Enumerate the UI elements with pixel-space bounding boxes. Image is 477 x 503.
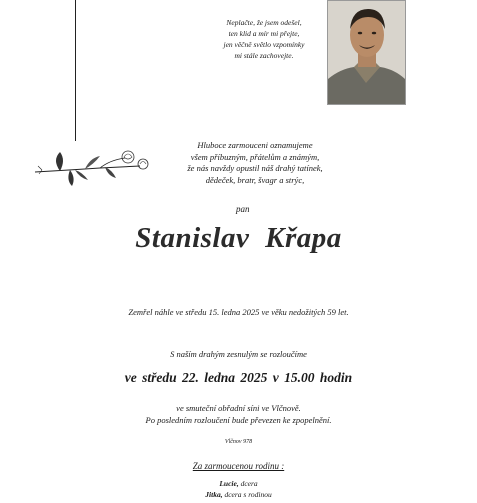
announcement-line: všem příbuzným, přátelům a známým, [190, 151, 320, 162]
place-line: Po posledním rozloučení bude převezen ke zpopelnění. [145, 415, 332, 425]
memorial-poem [204, 17, 324, 61]
portrait-image [328, 1, 405, 104]
ceremony-datetime: ve středu 22. ledna 2025 v 15.00 hodin [124, 370, 353, 385]
mourner-item [0, 489, 477, 500]
decorative-vertical-line [75, 0, 76, 141]
poem-line: jen věčně světlo vzpomínky [223, 40, 305, 49]
mourner-item [0, 478, 477, 489]
poem-line: ten klid a mír mi přejte, [228, 29, 300, 38]
ceremony-place [0, 402, 477, 426]
announcement-line: Hluboce zarmouceni oznamujeme [197, 140, 313, 150]
announcement-line: dědeček, bratr, švagr a strýc, [205, 174, 305, 185]
poem-line: Neplačte, že jsem odešel, [226, 18, 302, 27]
mourner-name: Lucie, [219, 479, 239, 488]
mourner-relation: dcera [240, 479, 258, 488]
mourners-list [0, 478, 477, 500]
place-line: ve smuteční obřadní síni ve Vlčnově. [176, 403, 301, 413]
announcement-line: že nás navždy opustil náš drahý tatínek, [187, 163, 323, 173]
rose-icon [30, 130, 160, 190]
mourner-relation: dcera s rodinou [224, 490, 272, 499]
mourner-name: Jitka, [205, 490, 223, 499]
death-notice: Zemřel náhle ve středu 15. ledna 2025 ve věku nedožitých 59 let. [128, 307, 349, 317]
title-pan: pan [236, 204, 250, 214]
poem-line: mi stále zachovejte. [234, 51, 294, 60]
deceased-name: Stanislav Křapa [135, 222, 342, 254]
portrait-photo [327, 0, 406, 105]
announcement-text [150, 140, 360, 186]
farewell-intro: S naším drahým zesnulým se rozloučíme [170, 349, 307, 359]
address-code: Vlčnov 978 [224, 439, 253, 445]
mourners-heading: Za zarmoucenou rodinu : [192, 461, 285, 471]
